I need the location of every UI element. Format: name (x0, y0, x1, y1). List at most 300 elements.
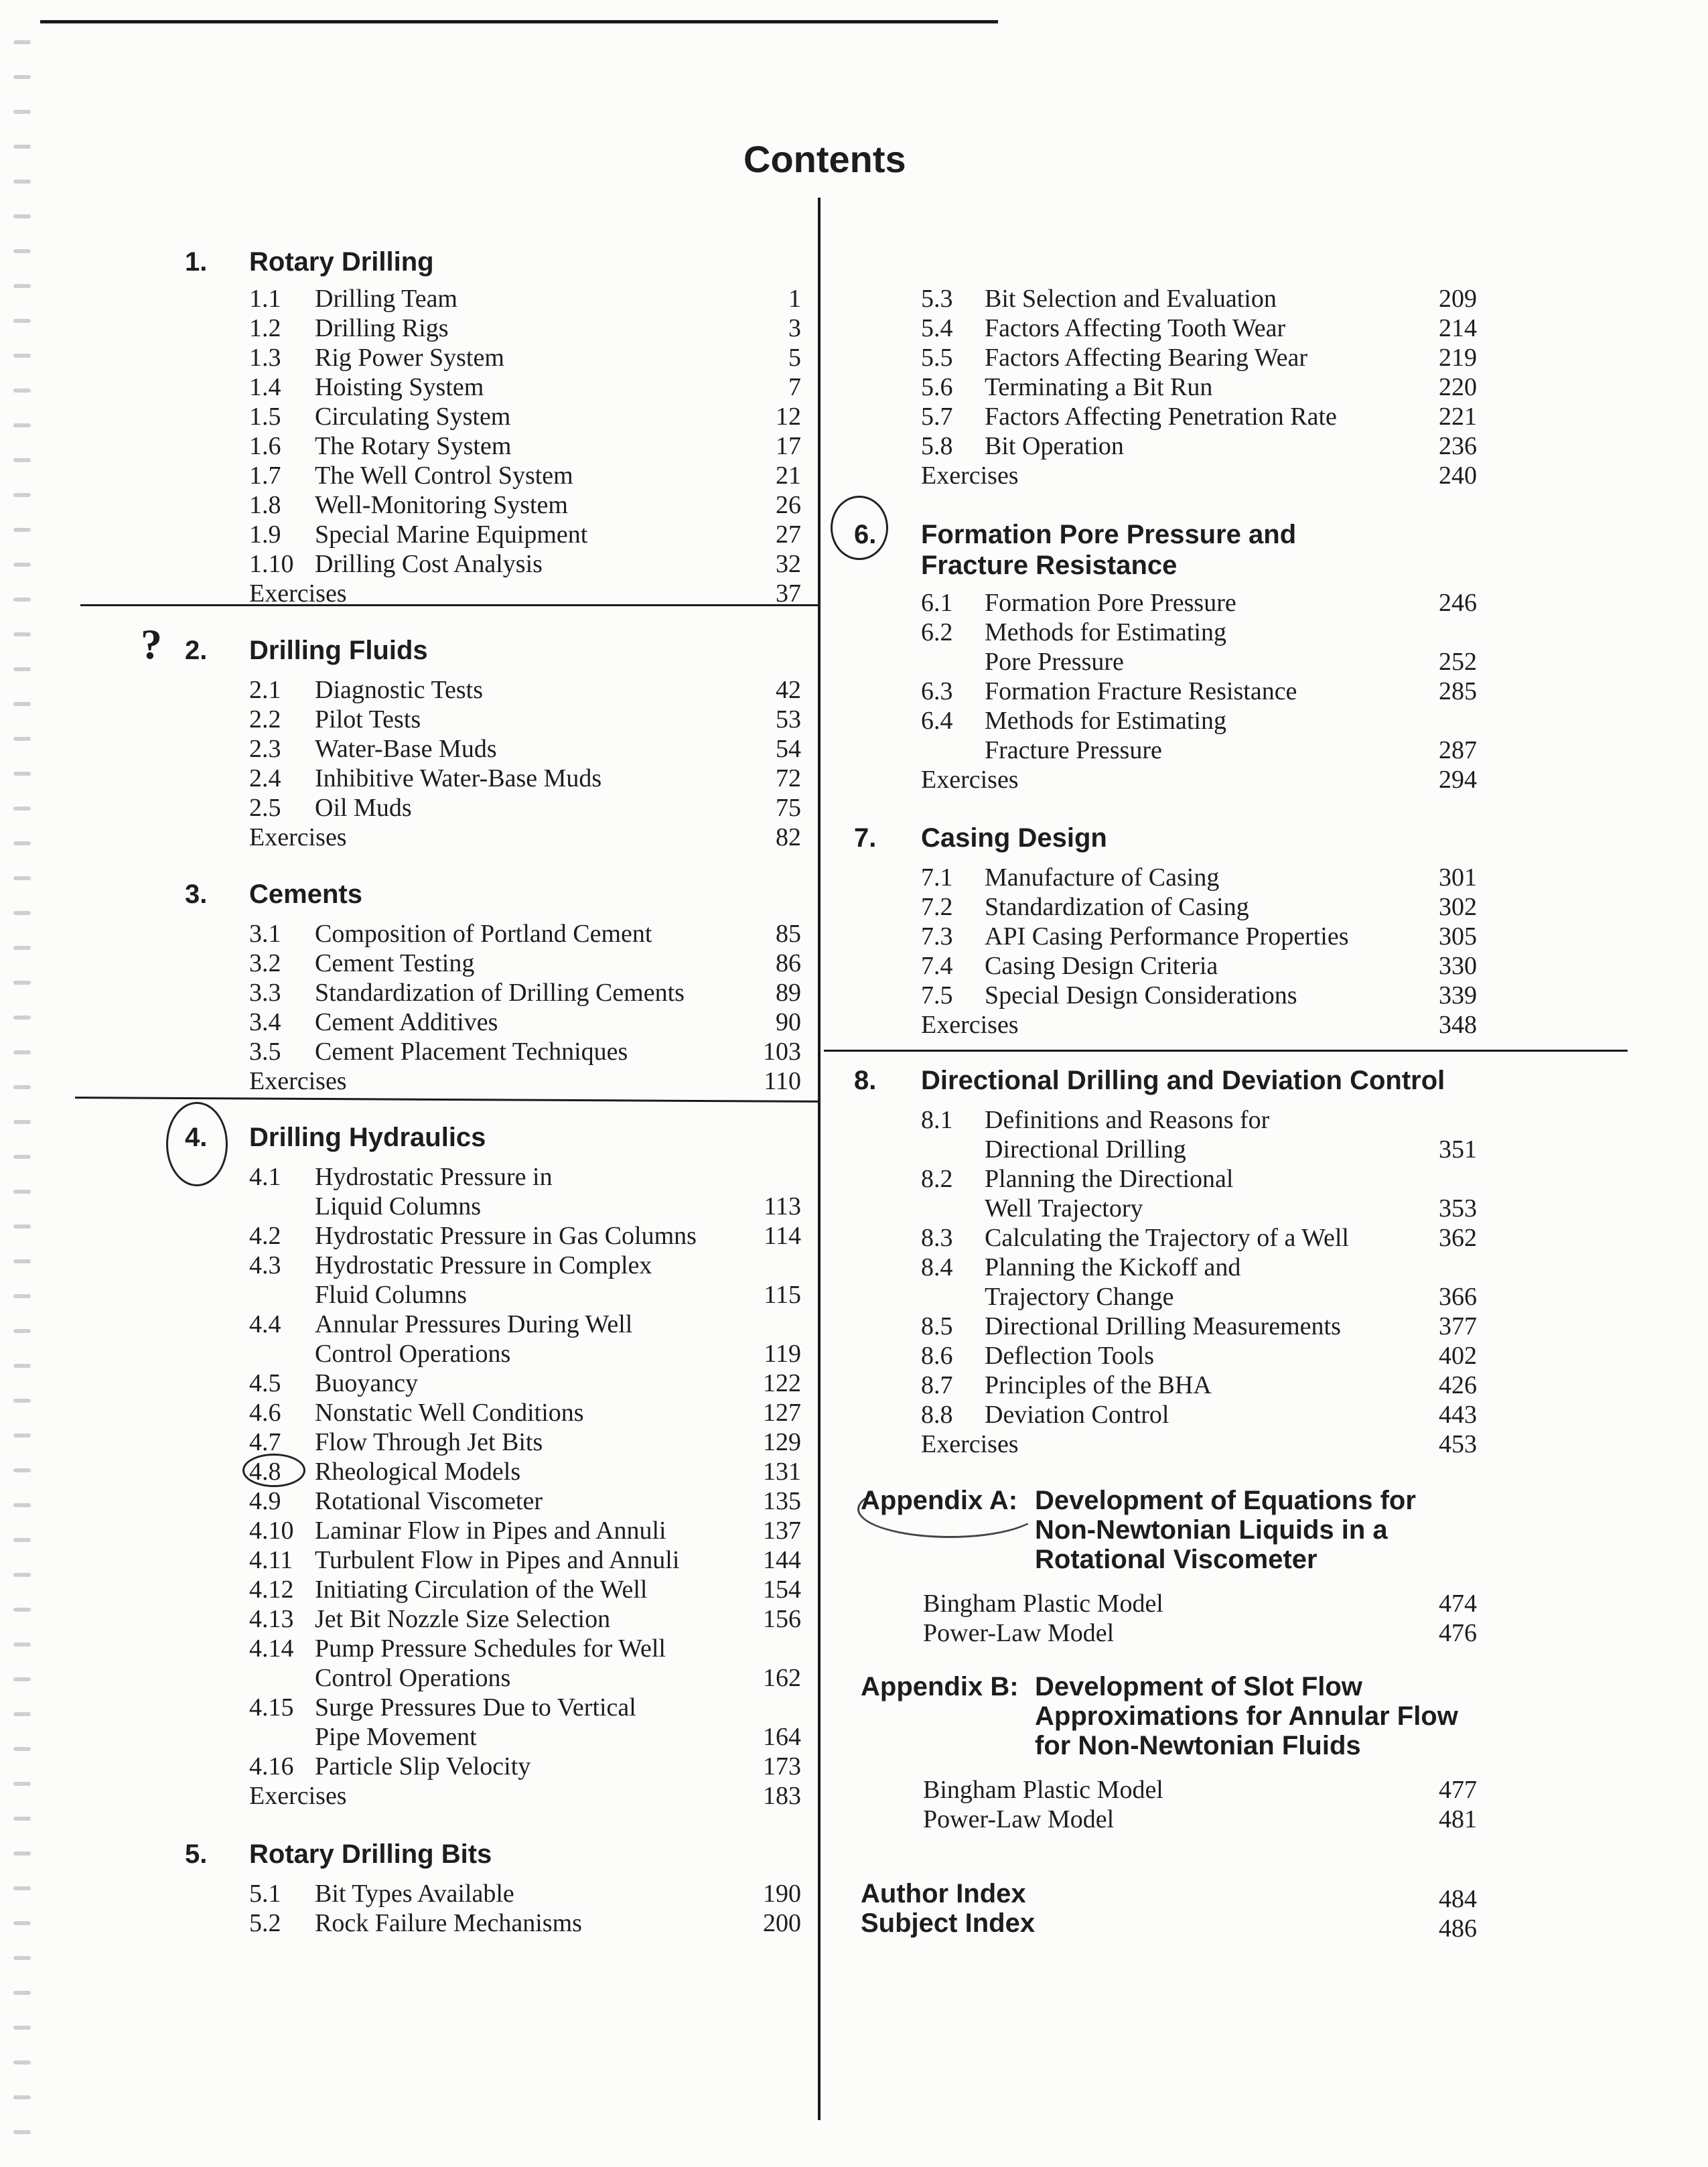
ch4-exercises-page: 183 (763, 1782, 801, 1810)
ch1-row-0 (249, 284, 801, 313)
ch4-row-15-page: 173 (763, 1752, 801, 1780)
binding-hole (13, 145, 31, 149)
ch4-row-3-cont (315, 1339, 801, 1369)
ch7-exercises-page: 348 (1439, 1011, 1477, 1039)
ch5cont-row-0 (921, 284, 1477, 313)
binding-hole (13, 1782, 31, 1786)
ch7-row-4-number: 7.5 (921, 981, 953, 1009)
ch5-row-0-page: 190 (763, 1880, 801, 1908)
ch8-row-3-cont-title: Trajectory Change (985, 1283, 1174, 1311)
ch1-row-3-title: Hoisting System (315, 373, 484, 401)
ch8-exercises-title: Exercises (921, 1430, 1019, 1458)
ch4-row-0 (249, 1162, 801, 1192)
binding-hole (13, 1921, 31, 1925)
ch4-row-13-cont (315, 1663, 801, 1693)
ch6-row-3 (921, 706, 1477, 736)
ch4-row-7-title: Rheological Models (315, 1458, 521, 1486)
ch8-row-0-cont-page: 351 (1439, 1135, 1477, 1164)
ch2-row-4 (249, 793, 801, 823)
ch1-row-1-title: Drilling Rigs (315, 314, 449, 342)
ch8-row-7-page: 443 (1439, 1401, 1477, 1429)
binding-hole (13, 667, 31, 671)
ch6-row-2-page: 285 (1439, 677, 1477, 705)
binding-hole (13, 702, 31, 706)
appendix-a-title-line2: Non-Newtonian Liquids in a (1035, 1515, 1388, 1545)
ch1-row-6-title: The Well Control System (315, 462, 573, 490)
ch4-row-3 (249, 1310, 801, 1339)
ch5cont-row-0-number: 5.3 (921, 285, 953, 313)
chapter-6-heading-title: Formation Pore Pressure and (921, 520, 1297, 549)
appendix-a-item-1 (923, 1618, 1477, 1648)
ch1-row-8 (249, 520, 801, 549)
question-mark-annotation: ? (141, 620, 162, 668)
binding-hole (13, 493, 31, 497)
ch8-row-4-number: 8.5 (921, 1312, 953, 1340)
page-title: Contents (743, 138, 906, 180)
appendix-a (861, 1485, 1497, 1579)
ch2-row-1-page: 53 (776, 705, 801, 733)
ch4-row-7-number: 4.8 (249, 1458, 281, 1486)
ch7-row-3 (921, 951, 1477, 981)
binding-hole (13, 1677, 31, 1681)
ch8-exercises-page: 453 (1439, 1430, 1477, 1458)
ch5cont-row-4-page: 221 (1439, 403, 1477, 431)
appendix-b-item-0 (923, 1775, 1477, 1805)
ch7-row-2-number: 7.3 (921, 922, 953, 951)
ch4-row-12 (249, 1604, 801, 1634)
binding-hole (13, 1991, 31, 1995)
binding-hole (13, 807, 31, 811)
ch7-row-0-page: 301 (1439, 863, 1477, 892)
ch1-row-0-number: 1.1 (249, 285, 281, 313)
ch2-row-2-title: Water-Base Muds (315, 735, 497, 763)
ch3-row-3 (249, 1007, 801, 1037)
binding-hole (13, 1642, 31, 1647)
binding-hole (13, 2026, 31, 2030)
binding-hole (13, 1538, 31, 1542)
ch3-exercises (249, 1066, 801, 1096)
ch4-row-12-title: Jet Bit Nozzle Size Selection (315, 1605, 611, 1633)
ch4-row-14 (249, 1693, 801, 1722)
ch5cont-row-2-number: 5.5 (921, 344, 953, 372)
ch4-exercises-title: Exercises (249, 1782, 347, 1810)
appendix-a-item-1-page: 476 (1439, 1619, 1477, 1647)
appendix-b-title-line3: for Non-Newtonian Fluids (1035, 1731, 1361, 1760)
ch7-row-2-page: 305 (1439, 922, 1477, 951)
binding-hole (13, 1503, 31, 1507)
ch2-row-0-title: Diagnostic Tests (315, 676, 484, 704)
binding-hole (13, 1016, 31, 1020)
ch6-row-3-cont (985, 736, 1477, 765)
ch4-row-11 (249, 1575, 801, 1604)
ch7-row-2 (921, 922, 1477, 951)
ch2-row-3 (249, 764, 801, 793)
chapter-3-heading-title: Cements (249, 880, 362, 909)
ch7-exercises-title: Exercises (921, 1011, 1019, 1039)
ch8-row-1-cont-title: Well Trajectory (985, 1194, 1143, 1222)
ch4-row-11-title: Initiating Circulation of the Well (315, 1576, 648, 1604)
ch4-row-8-page: 135 (763, 1487, 801, 1515)
ch2-row-1 (249, 705, 801, 734)
binding-hole (13, 1747, 31, 1751)
ch1-row-2-number: 1.3 (249, 344, 281, 372)
appendix-a-item-1-title: Power-Law Model (923, 1619, 1115, 1647)
ch8-row-1-title: Planning the Directional (985, 1165, 1234, 1193)
ch2-row-4-title: Oil Muds (315, 794, 412, 822)
ch4-row-14-number: 4.15 (249, 1693, 294, 1722)
ch4-row-0-number: 4.1 (249, 1163, 281, 1191)
ch2-row-3-title: Inhibitive Water-Base Muds (315, 764, 602, 792)
binding-hole (13, 563, 31, 567)
binding-hole (13, 1155, 31, 1159)
ch4-row-8-number: 4.9 (249, 1487, 281, 1515)
ch4-row-4-title: Buoyancy (315, 1369, 419, 1397)
ch7-row-4-title: Special Design Considerations (985, 981, 1297, 1009)
ch8-row-6-title: Principles of the BHA (985, 1371, 1212, 1399)
ch8-row-2-title: Calculating the Trajectory of a Well (985, 1224, 1349, 1252)
binding-hole (13, 1956, 31, 1960)
chapter-3-heading-number: 3. (185, 880, 208, 909)
index-row-0 (861, 1879, 1477, 1913)
ch1-row-3 (249, 372, 801, 402)
ch4-row-6-page: 129 (763, 1428, 801, 1456)
ch7-row-1-page: 302 (1439, 893, 1477, 921)
binding-hole (13, 1712, 31, 1716)
ch3-row-2-title: Standardization of Drilling Cements (315, 979, 685, 1007)
chapter-4-heading-title: Drilling Hydraulics (249, 1123, 486, 1152)
ch1-row-4-page: 12 (776, 403, 801, 431)
ch6-row-1-title: Methods for Estimating (985, 618, 1226, 646)
ch4-row-4-number: 4.5 (249, 1369, 281, 1397)
ch8-row-4-page: 377 (1439, 1312, 1477, 1340)
appendix-b-item-1-title: Power-Law Model (923, 1805, 1115, 1833)
chapter-8-heading-title: Directional Drilling and Deviation Control (921, 1066, 1445, 1095)
ch6-row-0-page: 246 (1439, 589, 1477, 617)
binding-hole (13, 1434, 31, 1438)
ch7-row-4 (921, 981, 1477, 1010)
ch1-row-4 (249, 402, 801, 431)
ch3-row-1 (249, 949, 801, 978)
ch1-exercises (249, 579, 801, 608)
binding-hole (13, 946, 31, 950)
binding-hole (13, 1468, 31, 1472)
binding-hole (13, 1399, 31, 1403)
chapter-7-heading-number: 7. (854, 823, 877, 853)
ch1-row-1-page: 3 (788, 314, 801, 342)
ch1-row-0-page: 1 (788, 285, 801, 313)
ch6-exercises-page: 294 (1439, 766, 1477, 794)
binding-hole (13, 389, 31, 393)
ch6-row-0-number: 6.1 (921, 589, 953, 617)
handdrawn-line-2 (75, 1097, 819, 1103)
appendix-a-item-0 (923, 1589, 1477, 1618)
ch4-row-9 (249, 1516, 801, 1545)
ch2-row-2-number: 2.3 (249, 735, 281, 763)
ch5cont-row-0-page: 209 (1439, 285, 1477, 313)
chapter-6-heading-number: 6. (854, 520, 877, 549)
binding-hole (13, 2060, 31, 2065)
ch5cont-row-1-page: 214 (1439, 314, 1477, 342)
binding-hole (13, 1050, 31, 1054)
ch8-row-3 (921, 1253, 1477, 1282)
ch5cont-row-4-number: 5.7 (921, 403, 953, 431)
chapter-2-heading-number: 2. (185, 636, 208, 665)
ch5cont-row-3-number: 5.6 (921, 373, 953, 401)
ch3-row-2-number: 3.3 (249, 979, 281, 1007)
ch5cont-row-1-number: 5.4 (921, 314, 953, 342)
ch8-row-0-cont-title: Directional Drilling (985, 1135, 1186, 1164)
ch2-row-0-page: 42 (776, 676, 801, 704)
ch4-row-13-cont-page: 162 (763, 1664, 801, 1692)
ch1-row-0-title: Drilling Team (315, 285, 457, 313)
ch6-row-3-cont-page: 287 (1439, 736, 1477, 764)
ch1-row-2-title: Rig Power System (315, 344, 504, 372)
ch1-row-9-number: 1.10 (249, 550, 294, 578)
ch1-row-7-page: 26 (776, 491, 801, 519)
ch5cont-row-0-title: Bit Selection and Evaluation (985, 285, 1277, 313)
ch3-exercises-page: 110 (764, 1067, 801, 1095)
ch1-row-3-number: 1.4 (249, 373, 281, 401)
ch8-row-6-page: 426 (1439, 1371, 1477, 1399)
ch1-row-8-number: 1.9 (249, 520, 281, 549)
ch4-row-9-page: 137 (763, 1517, 801, 1545)
ch4-row-6 (249, 1427, 801, 1457)
binding-hole (13, 1120, 31, 1124)
ch4-row-7 (249, 1457, 801, 1486)
binding-hole (13, 981, 31, 985)
ch6-row-3-number: 6.4 (921, 707, 953, 735)
ch5cont-row-5-number: 5.8 (921, 432, 953, 460)
binding-hole (13, 772, 31, 776)
appendix-b-label: Appendix B: (861, 1672, 1019, 1701)
chapter-4-heading-number: 4. (185, 1123, 208, 1152)
ch2-row-0-number: 2.1 (249, 676, 281, 704)
ch8-row-5-number: 8.6 (921, 1342, 953, 1370)
binding-hole (13, 598, 31, 602)
ch1-row-7-number: 1.8 (249, 491, 281, 519)
ch5cont-exercises-title: Exercises (921, 462, 1019, 490)
appendix-b-title-line2: Approximations for Annular Flow (1035, 1701, 1458, 1731)
ch1-row-4-number: 1.5 (249, 403, 281, 431)
ch7-row-1 (921, 892, 1477, 922)
chapter-8-heading-number: 8. (854, 1066, 877, 1095)
ch4-row-5-title: Nonstatic Well Conditions (315, 1399, 584, 1427)
index-row-0-page: 484 (1439, 1885, 1477, 1913)
ch4-row-13-number: 4.14 (249, 1634, 294, 1663)
ch1-row-7 (249, 490, 801, 520)
binding-hole (13, 528, 31, 532)
ch8-row-5-title: Deflection Tools (985, 1342, 1155, 1370)
ch4-row-14-cont-title: Pipe Movement (315, 1723, 477, 1751)
ch4-row-5-page: 127 (763, 1399, 801, 1427)
ch4-row-12-number: 4.13 (249, 1605, 294, 1633)
ch7-row-1-number: 7.2 (921, 893, 953, 921)
ch7-row-3-title: Casing Design Criteria (985, 952, 1218, 980)
ch3-row-4-number: 3.5 (249, 1038, 281, 1066)
binding-hole (13, 1190, 31, 1194)
ch5cont-exercises-page: 240 (1439, 462, 1477, 490)
ch1-row-1 (249, 313, 801, 343)
ch4-row-2-cont-title: Fluid Columns (315, 1281, 467, 1309)
ch1-row-9-title: Drilling Cost Analysis (315, 550, 543, 578)
appendix-a-title-line1: Development of Equations for (1035, 1486, 1416, 1515)
binding-hole (13, 841, 31, 845)
ch3-row-0-title: Composition of Portland Cement (315, 920, 652, 948)
ch5cont-row-1 (921, 313, 1477, 343)
ch8-exercises (921, 1429, 1477, 1459)
ch4-row-10-title: Turbulent Flow in Pipes and Annuli (315, 1546, 680, 1574)
chapter-6-heading (854, 519, 1524, 586)
ch3-row-0 (249, 919, 801, 949)
ch4-row-0-cont-page: 113 (764, 1192, 801, 1220)
binding-hole (13, 1851, 31, 1856)
ch5cont-row-1-title: Factors Affecting Tooth Wear (985, 314, 1286, 342)
ch6-row-2 (921, 677, 1477, 706)
appendix-a-item-0-title: Bingham Plastic Model (923, 1590, 1163, 1618)
index-row-1 (861, 1908, 1477, 1943)
ch8-row-1-cont-page: 353 (1439, 1194, 1477, 1222)
ch6-exercises (921, 765, 1477, 794)
ch4-row-2-cont-page: 115 (764, 1281, 801, 1309)
ch4-row-3-number: 4.4 (249, 1310, 281, 1338)
binding-hole (13, 1364, 31, 1368)
ch4-row-2 (249, 1251, 801, 1280)
ch1-row-6-page: 21 (776, 462, 801, 490)
ch5cont-row-3-page: 220 (1439, 373, 1477, 401)
chapter-5-heading-title: Rotary Drilling Bits (249, 1839, 492, 1869)
binding-hole (13, 1294, 31, 1298)
chapter-6-heading-title-line2: Fracture Resistance (921, 551, 1178, 580)
binding-hole (13, 423, 31, 427)
ch2-row-3-page: 72 (776, 764, 801, 792)
ch2-row-2-page: 54 (776, 735, 801, 763)
ch5cont-row-3-title: Terminating a Bit Run (985, 373, 1213, 401)
ch3-row-0-page: 85 (776, 920, 801, 948)
ch1-row-9-page: 32 (776, 550, 801, 578)
ch4-row-10-number: 4.11 (249, 1546, 293, 1574)
ch3-row-2 (249, 978, 801, 1007)
ch3-row-4 (249, 1037, 801, 1066)
ch1-row-5-page: 17 (776, 432, 801, 460)
ch4-row-10 (249, 1545, 801, 1575)
appendix-a-label: Appendix A: (861, 1486, 1018, 1515)
ch8-row-6-number: 8.7 (921, 1371, 953, 1399)
ch5cont-row-3 (921, 372, 1477, 402)
binding-hole (13, 75, 31, 79)
ch4-row-2-number: 4.3 (249, 1251, 281, 1279)
ch5cont-row-2-page: 219 (1439, 344, 1477, 372)
ch4-row-15 (249, 1752, 801, 1781)
ch6-row-1-cont-page: 252 (1439, 648, 1477, 676)
appendix-b-item-0-page: 477 (1439, 1776, 1477, 1804)
ch4-row-13-title: Pump Pressure Schedules for Well (315, 1634, 666, 1663)
ch1-row-5-number: 1.6 (249, 432, 281, 460)
binding-hole (13, 214, 31, 218)
ch3-row-0-number: 3.1 (249, 920, 281, 948)
top-rule (40, 20, 998, 23)
ch8-row-5 (921, 1341, 1477, 1371)
ch3-exercises-title: Exercises (249, 1067, 347, 1095)
binding-hole (13, 1608, 31, 1612)
ch2-row-4-page: 75 (776, 794, 801, 822)
ch7-row-0-title: Manufacture of Casing (985, 863, 1220, 892)
ch5-row-1-number: 5.2 (249, 1909, 281, 1937)
ch1-row-9 (249, 549, 801, 579)
binding-hole (13, 319, 31, 323)
ch4-row-3-title: Annular Pressures During Well (315, 1310, 633, 1338)
ch6-row-1-cont (985, 647, 1477, 677)
ch8-row-1-number: 8.2 (921, 1165, 953, 1193)
chapter-1-heading-number: 1. (185, 247, 208, 277)
binding-hole (13, 1573, 31, 1577)
ch4-row-1-number: 4.2 (249, 1222, 281, 1250)
index-row-1-page: 486 (1439, 1914, 1477, 1943)
binding-hole (13, 249, 31, 253)
handdrawn-line-3 (824, 1050, 1628, 1052)
ch4-row-9-number: 4.10 (249, 1517, 294, 1545)
ch4-row-13-cont-title: Control Operations (315, 1664, 511, 1692)
ch1-row-8-page: 27 (776, 520, 801, 549)
ch8-row-1-cont (985, 1194, 1477, 1223)
ch7-row-3-number: 7.4 (921, 952, 953, 980)
ch5cont-row-2-title: Factors Affecting Bearing Wear (985, 344, 1307, 372)
ch2-exercises-page: 82 (776, 823, 801, 851)
ch3-row-1-page: 86 (776, 949, 801, 977)
appendix-b-item-1-page: 481 (1439, 1805, 1477, 1833)
ch4-row-14-title: Surge Pressures Due to Vertical (315, 1693, 636, 1722)
ch7-row-4-page: 339 (1439, 981, 1477, 1009)
chapter-7-heading-title: Casing Design (921, 823, 1107, 853)
ch4-row-1-page: 114 (764, 1222, 801, 1250)
binding-hole (13, 354, 31, 358)
ch3-row-4-page: 103 (763, 1038, 801, 1066)
appendix-b-item-0-title: Bingham Plastic Model (923, 1776, 1163, 1804)
ch6-row-3-title: Methods for Estimating (985, 707, 1226, 735)
ch4-row-8-title: Rotational Viscometer (315, 1487, 543, 1515)
binding-hole (13, 911, 31, 915)
binding-hole (13, 737, 31, 741)
ch7-row-0-number: 7.1 (921, 863, 953, 892)
binding-hole (13, 1886, 31, 1890)
ch4-row-6-number: 4.7 (249, 1428, 281, 1456)
ch4-row-14-cont-page: 164 (763, 1723, 801, 1751)
ch4-row-13 (249, 1634, 801, 1663)
ch8-row-3-title: Planning the Kickoff and (985, 1253, 1241, 1281)
appendix-b-item-1 (923, 1805, 1477, 1834)
ch5cont-row-4-title: Factors Affecting Penetration Rate (985, 403, 1337, 431)
ch5-row-0-number: 5.1 (249, 1880, 281, 1908)
ch5-row-1-page: 200 (763, 1909, 801, 1937)
ch1-row-4-title: Circulating System (315, 403, 511, 431)
ch4-row-4-page: 122 (763, 1369, 801, 1397)
ch1-row-2 (249, 343, 801, 372)
ch4-row-8 (249, 1486, 801, 1516)
ch8-row-4-title: Directional Drilling Measurements (985, 1312, 1341, 1340)
ch2-row-1-title: Pilot Tests (315, 705, 421, 733)
ch8-row-1 (921, 1164, 1477, 1194)
ch1-row-3-page: 7 (788, 373, 801, 401)
ch2-row-2 (249, 734, 801, 764)
ch1-row-6 (249, 461, 801, 490)
ch4-row-3-cont-page: 119 (764, 1340, 801, 1368)
ch8-row-3-number: 8.4 (921, 1253, 953, 1281)
ch1-row-7-title: Well-Monitoring System (315, 491, 568, 519)
chapter-2-heading-title: Drilling Fluids (249, 636, 428, 665)
ch8-row-4 (921, 1312, 1477, 1341)
binding-hole (13, 180, 31, 184)
ch7-row-0 (921, 863, 1477, 892)
ch4-row-14-cont (315, 1722, 801, 1752)
